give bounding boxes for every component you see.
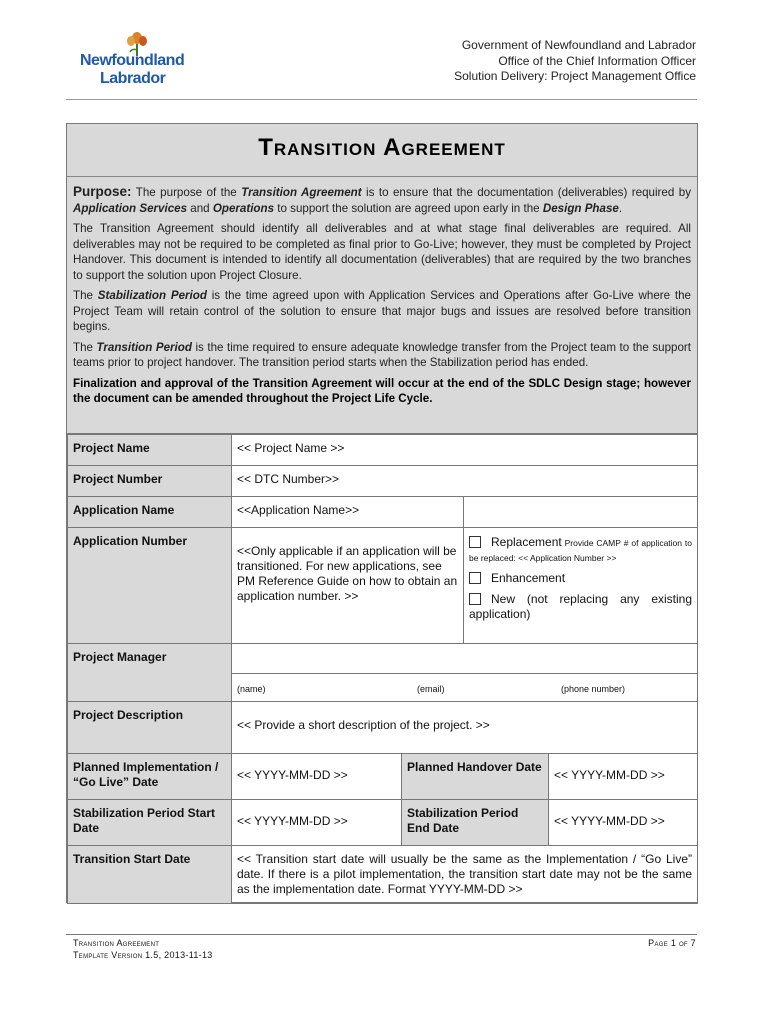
row-project-name [68, 435, 698, 466]
row-application-number [68, 528, 698, 644]
project-number-field[interactable]: << DTC Number>> [232, 466, 698, 497]
footer-doc-info [73, 937, 213, 961]
footer-doc-name: Transition Agreement [73, 938, 160, 948]
title-divider [67, 176, 697, 177]
pm-name-caption: (name) [237, 684, 266, 694]
option-replacement [469, 535, 692, 565]
row-stabilization-dates [68, 800, 698, 846]
enhancement-label: Enhancement [491, 571, 566, 585]
replacement-label: Replacement [491, 535, 562, 549]
new-checkbox[interactable] [469, 593, 481, 605]
application-type-options [464, 528, 698, 644]
nl-logo [80, 30, 190, 92]
row-transition-start [68, 846, 698, 904]
pm-phone-caption: (phone number) [561, 684, 626, 694]
logo-line-2: Labrador [100, 70, 166, 87]
row-project-number [68, 466, 698, 497]
pm-email-caption: (email) [417, 684, 445, 694]
enhancement-checkbox[interactable] [469, 572, 481, 584]
stabilization-end-field[interactable]: << YYYY-MM-DD >> [549, 800, 698, 846]
transition-start-label: Transition Start Date [68, 846, 232, 904]
org-line-1: Government of Newfoundland and Labrador [461, 38, 696, 52]
purpose-paragraph-5: Finalization and approval of the Transition Agreement will occur at the end of the SDLC Design stage; however the document can be amended throughout the Project Life Cycle. [73, 376, 691, 405]
planned-implementation-label: Planned Implementation / “Go Live” Date [68, 754, 232, 800]
org-header [454, 38, 696, 85]
project-description-label: Project Description [68, 702, 232, 754]
row-project-manager [68, 644, 698, 674]
purpose-paragraph-2: The Transition Agreement should identify all deliverables and at what stage final deliverables are required. All deliverables may not be required to be completed as final prior to Go-Live; however, they must be completed by Project Handover. This document is intended to identify all documentation (deliverables) that are required by the two branches to support the solution upon Project Closure. [73, 222, 691, 282]
row-planned-dates [68, 754, 698, 800]
option-new [469, 592, 692, 622]
purpose-panel [67, 124, 697, 434]
planned-handover-field[interactable]: << YYYY-MM-DD >> [549, 754, 698, 800]
project-description-field[interactable]: << Provide a short description of the project. >> [232, 702, 698, 754]
replacement-note: Provide CAMP # of application to be replaced: << Application Number >> [469, 538, 693, 563]
row-application-name [68, 497, 698, 528]
purpose-paragraph-1: Purpose: The purpose of the Transition Agreement is to ensure that the documentation (deliverables) required by Application Services and Operations to support the solution are agreed upon early in the Design Phase. [73, 184, 691, 215]
header-divider [66, 99, 697, 100]
application-name-field[interactable]: <<Application Name>> [232, 497, 464, 528]
transition-start-field[interactable]: << Transition start date will usually be the same as the Implementation / “Go Live” date. If there is a pilot implementation, the transition start date may not be the same as the implementation date. Format YYYY-MM-DD >> [232, 846, 698, 904]
purpose-text [73, 184, 691, 412]
application-name-label: Application Name [68, 497, 232, 528]
project-name-label: Project Name [68, 435, 232, 466]
logo-line-1: Newfoundland [80, 52, 185, 69]
project-manager-label: Project Manager [68, 644, 232, 702]
stabilization-end-label: Stabilization Period End Date [402, 800, 549, 846]
stabilization-start-field[interactable]: << YYYY-MM-DD >> [232, 800, 402, 846]
application-number-field[interactable]: <<Only applicable if an application will be transitioned. For new applications, see PM Reference Guide on how to obtain an application number. >> [232, 528, 464, 644]
footer-template-version: Template Version 1.5, 2013-11-13 [73, 950, 213, 960]
project-manager-subfields [232, 674, 698, 702]
project-name-field[interactable]: << Project Name >> [232, 435, 698, 466]
option-enhancement [469, 571, 692, 586]
project-number-label: Project Number [68, 466, 232, 497]
project-details-table [67, 434, 698, 904]
project-manager-field[interactable] [232, 644, 698, 674]
application-name-blank [464, 497, 698, 528]
document-title: Transition Agreement [258, 134, 506, 161]
planned-implementation-field[interactable]: << YYYY-MM-DD >> [232, 754, 402, 800]
planned-handover-label: Planned Handover Date [402, 754, 549, 800]
replacement-checkbox[interactable] [469, 536, 481, 548]
footer-page-number: Page 1 of 7 [648, 938, 696, 948]
footer-divider [66, 934, 697, 935]
new-label: New (not replacing any existing application) [469, 592, 693, 621]
stabilization-start-label: Stabilization Period Start Date [68, 800, 232, 846]
transition-agreement-form [66, 123, 698, 903]
org-line-2: Office of the Chief Information Officer [498, 53, 696, 68]
purpose-paragraph-4: The Transition Period is the time required to ensure adequate knowledge transfer from the Project team to the support teams prior to project handover. The transition period starts when the Stabilization period has ended. [73, 340, 691, 369]
row-project-description [68, 702, 698, 754]
application-number-label: Application Number [68, 528, 232, 644]
org-line-3: Solution Delivery: Project Management Office [454, 69, 696, 83]
purpose-paragraph-3: The Stabilization Period is the time agreed upon with Application Services and Operations after Go-Live where the Project Team will retain control of the solution to ensure that major bugs and issues are resolved before transition begins. [73, 289, 692, 333]
